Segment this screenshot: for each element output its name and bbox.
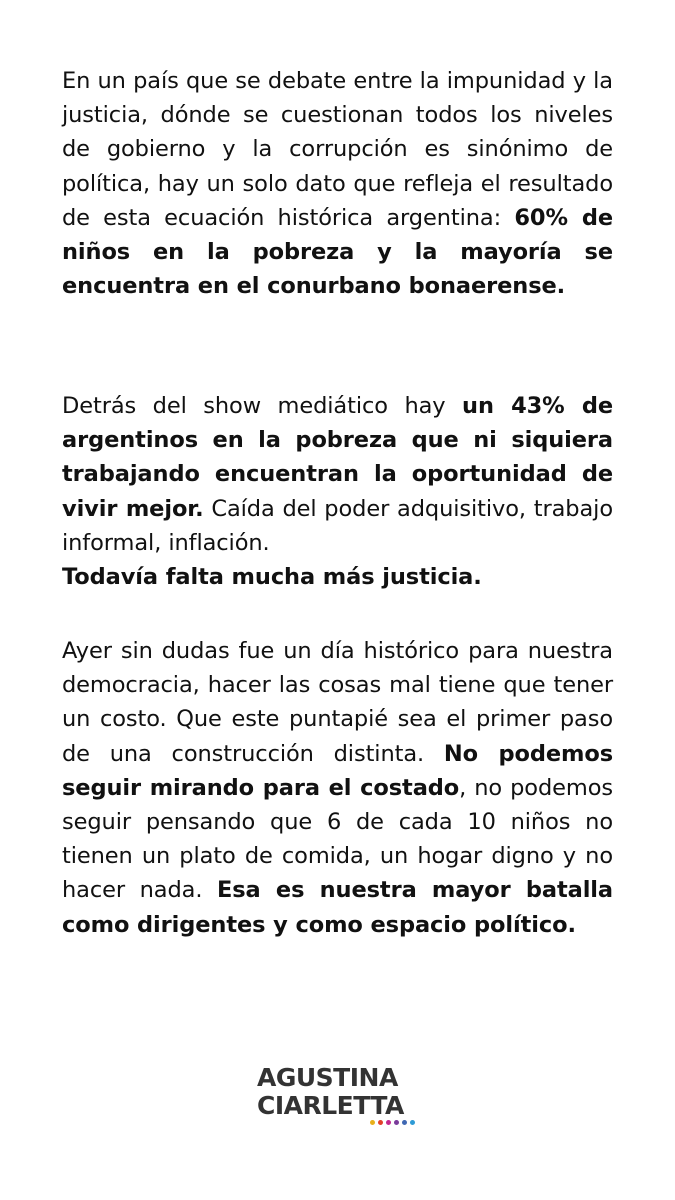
- bold-text-segment: No podemos seguir mirando para el costado: [62, 740, 613, 801]
- bold-text-segment: Esa es nuestra mayor batalla como dirigentes y como espacio político.: [62, 877, 613, 938]
- text-segment: Ayer sin dudas fue un día histórico para nuestra democracia, hacer las cosas mal tiene que tener un costo. Que este puntapié sea el primer paso de una construcción distinta.: [62, 638, 613, 767]
- text-segment: Caída del poder adquisitivo, trabajo informal, inflación.: [62, 495, 613, 556]
- logo-dot: [370, 1120, 375, 1125]
- paragraph-3: [62, 634, 613, 942]
- logo-dot: [378, 1120, 383, 1125]
- text-segment: Detrás del show mediático hay: [62, 393, 463, 419]
- paragraph-2: [62, 389, 613, 594]
- logo-first-name: AGUSTINA: [257, 1063, 398, 1092]
- logo-dot: [394, 1120, 399, 1125]
- text-segment: En un país que se debate entre la impunidad y la justicia, dónde se cuestionan todos los niveles de gobierno y la corrupción es sinónimo de política, hay un solo dato que refleja el resultado de esta ecuación histórica argentina:: [62, 68, 613, 231]
- paragraph-1: [62, 64, 613, 303]
- text-segment: , no podemos seguir pensando que 6 de cada 10 niños no tienen un plato de comida, un hogar digno y no hacer nada.: [62, 774, 613, 904]
- logo-dot: [410, 1120, 415, 1125]
- bold-text-segment: 60% de niños en la pobreza y la mayoría se encuentra en el conurbano bonaerense.: [62, 204, 613, 300]
- logo-dot: [402, 1120, 407, 1125]
- logo-color-dots: [370, 1120, 415, 1125]
- bold-text-segment: Todavía falta mucha más justicia.: [62, 564, 482, 591]
- logo-last-name: CIARLETTA: [257, 1091, 404, 1120]
- brand-logo: [257, 1064, 427, 1120]
- logo-dot: [386, 1120, 391, 1125]
- bold-text-segment: un 43% de argentinos en la pobreza que ni siquiera trabajando encuentran la oportunidad de vivir mejor.: [62, 393, 613, 522]
